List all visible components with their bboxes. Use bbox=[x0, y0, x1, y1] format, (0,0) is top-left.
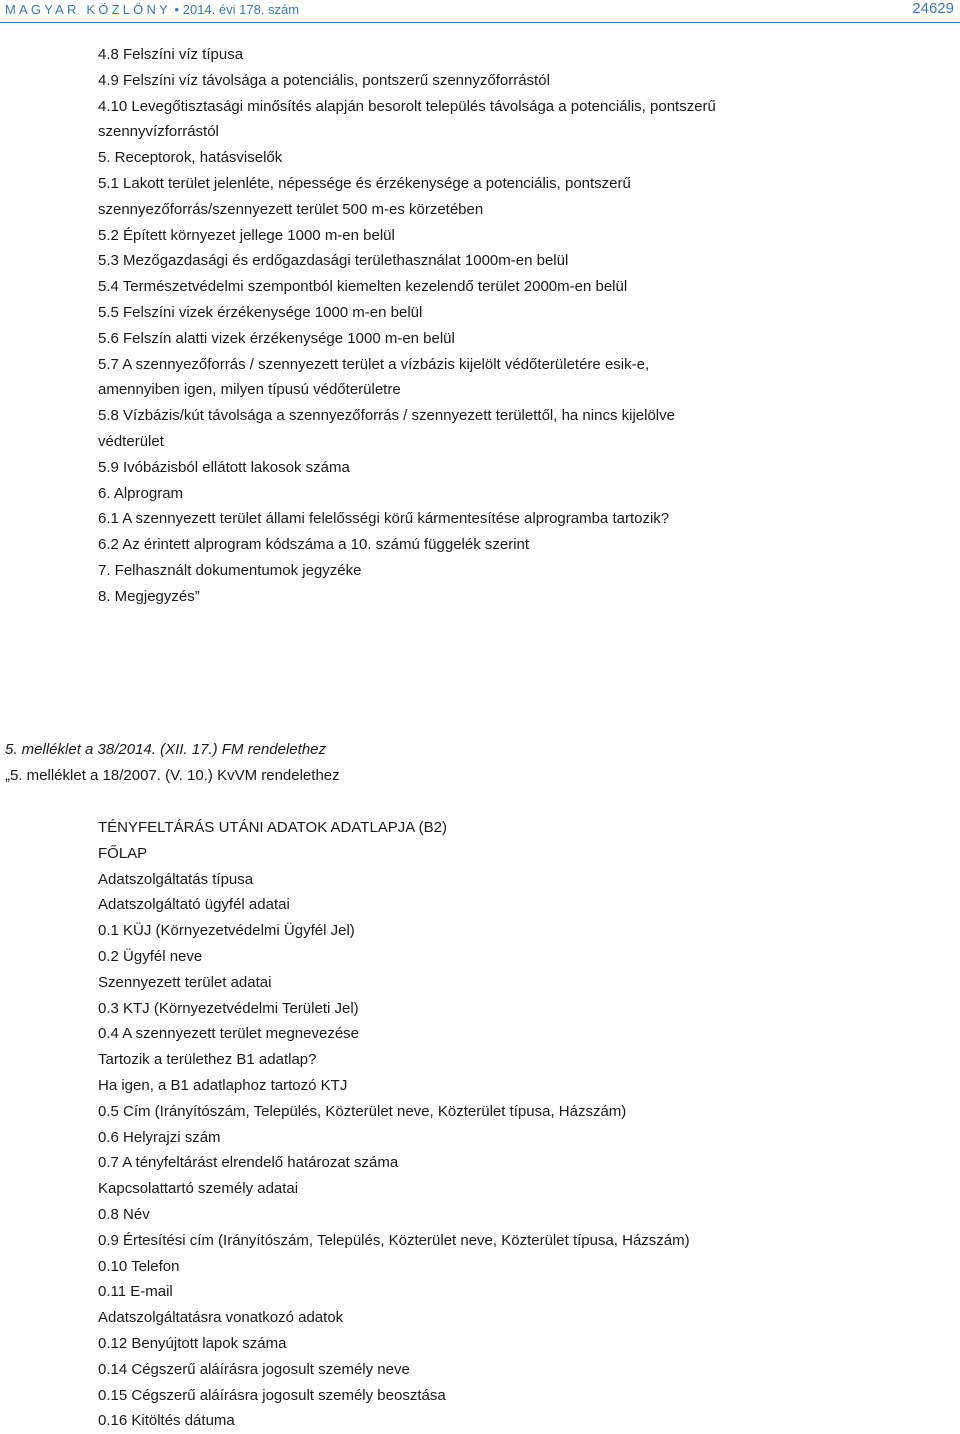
list-item: FŐLAP bbox=[98, 844, 148, 862]
issue-info: 2014. évi 178. szám bbox=[182, 2, 300, 17]
list-item: 0.6 Helyrajzi szám bbox=[98, 1128, 221, 1146]
list-item: 0.2 Ügyfél neve bbox=[98, 947, 203, 965]
list-item: Kapcsolattartó személy adatai bbox=[98, 1180, 299, 1198]
list-item: 0.1 KÜJ (Környezetvédelmi Ügyfél Jel) bbox=[98, 922, 355, 940]
journal-title bbox=[5, 2, 299, 17]
list-item: 0.5 Cím (Irányítószám, Település, Közterület neve, Közterület típusa, Házszám) bbox=[98, 1102, 627, 1120]
list-item: Tartozik a területhez B1 adatlap? bbox=[98, 1051, 317, 1069]
journal-name: MAGYAR KÖZLÖNY bbox=[5, 2, 171, 17]
list-item: 0.12 Benyújtott lapok száma bbox=[98, 1334, 287, 1352]
list-item: 4.8 Felszíni víz típusa bbox=[98, 46, 244, 63]
list-item: 5. Receptorok, hatásviselők bbox=[98, 149, 283, 167]
page-header bbox=[0, 0, 960, 20]
list-item: 0.3 KTJ (Környezetvédelmi Területi Jel) bbox=[98, 999, 359, 1017]
list-item: 5.9 Ivóbázisból ellátott lakosok száma bbox=[98, 458, 350, 476]
list-item: 7. Felhasznált dokumentumok jegyzéke bbox=[98, 561, 362, 579]
receptor-items-list bbox=[98, 42, 718, 610]
list-item: 6.1 A szennyezett terület állami felelősségi körű kármentesítése alprogramba tartozik? bbox=[98, 510, 670, 528]
annex-heading: 5. melléklet a 38/2014. (XII. 17.) FM rendelethez bbox=[5, 741, 326, 758]
list-item: 0.10 Telefon bbox=[98, 1257, 180, 1275]
header-separator: • bbox=[174, 2, 180, 17]
list-item: 0.14 Cégszerű aláírásra jogosult személy neve bbox=[98, 1360, 410, 1378]
list-item: 0.7 A tényfeltárást elrendelő határozat száma bbox=[98, 1154, 399, 1172]
list-item: 0.9 Értesítési cím (Irányítószám, Település, Közterület neve, Közterület típusa, Házszám) bbox=[98, 1231, 690, 1249]
list-item: 5.5 Felszíni vizek érzékenysége 1000 m-en belül bbox=[98, 303, 423, 321]
list-item: 0.16 Kitöltés dátuma bbox=[98, 1412, 235, 1430]
list-item: 5.2 Épített környezet jellege 1000 m-en belül bbox=[98, 226, 395, 244]
list-item: 6.2 Az érintett alprogram kódszáma a 10. számú függelék szerint bbox=[98, 536, 530, 554]
list-item: 5.1 Lakott terület jelenléte, népessége és érzékenysége a potenciális, pontszerű szennyezőforrás/szennyezett terület 500 m-es körzetében bbox=[98, 174, 631, 218]
list-item: 8. Megjegyzés” bbox=[98, 587, 200, 605]
list-item: 0.11 E-mail bbox=[98, 1283, 173, 1301]
list-item: Adatszolgáltatásra vonatkozó adatok bbox=[98, 1309, 344, 1327]
list-item: 5.6 Felszín alatti vizek érzékenysége 1000 m-en belül bbox=[98, 329, 455, 347]
list-item: 6. Alprogram bbox=[98, 484, 184, 502]
list-item: 5.4 Természetvédelmi szempontból kiemelten kezelendő terület 2000m-en belül bbox=[98, 278, 628, 296]
list-item: 5.8 Vízbázis/kút távolsága a szennyezőforrás / szennyezett területtől, ha nincs kijelölve védterület bbox=[98, 407, 675, 450]
annex-subheading: „5. melléklet a 18/2007. (V. 10.) KvVM rendelethez bbox=[5, 767, 340, 784]
list-item: 4.9 Felszíni víz távolsága a potenciális, pontszerű szennyzőforrástól bbox=[98, 71, 550, 89]
header-divider bbox=[0, 22, 960, 23]
datasheet-title: TÉNYFELTÁRÁS UTÁNI ADATOK ADATLAPJA (B2) bbox=[98, 819, 447, 836]
list-item: 0.4 A szennyezett terület megnevezése bbox=[98, 1025, 359, 1043]
list-item: Adatszolgáltató ügyfél adatai bbox=[98, 896, 290, 914]
datasheet-fields-list bbox=[98, 815, 718, 1434]
list-item: 5.7 A szennyezőforrás / szennyezett terület a vízbázis kijelölt védőterületére esik-e, amennyiben igen, milyen típusú védőterületre bbox=[98, 355, 650, 399]
list-item: Ha igen, a B1 adatlaphoz tartozó KTJ bbox=[98, 1076, 348, 1094]
list-item: 5.3 Mezőgazdasági és erdőgazdasági területhasználat 1000m-en belül bbox=[98, 252, 569, 270]
page-number: 24629 bbox=[912, 0, 954, 17]
list-item: Adatszolgáltatás típusa bbox=[98, 870, 254, 888]
list-item: 0.8 Név bbox=[98, 1205, 150, 1223]
list-item: 0.15 Cégszerű aláírásra jogosult személy beosztása bbox=[98, 1386, 446, 1404]
list-item: 4.10 Levegőtisztasági minősítés alapján besorolt település távolsága a potenciális, pontszerű szennyvízforrástól bbox=[98, 97, 716, 141]
list-item: Szennyezett terület adatai bbox=[98, 973, 272, 991]
